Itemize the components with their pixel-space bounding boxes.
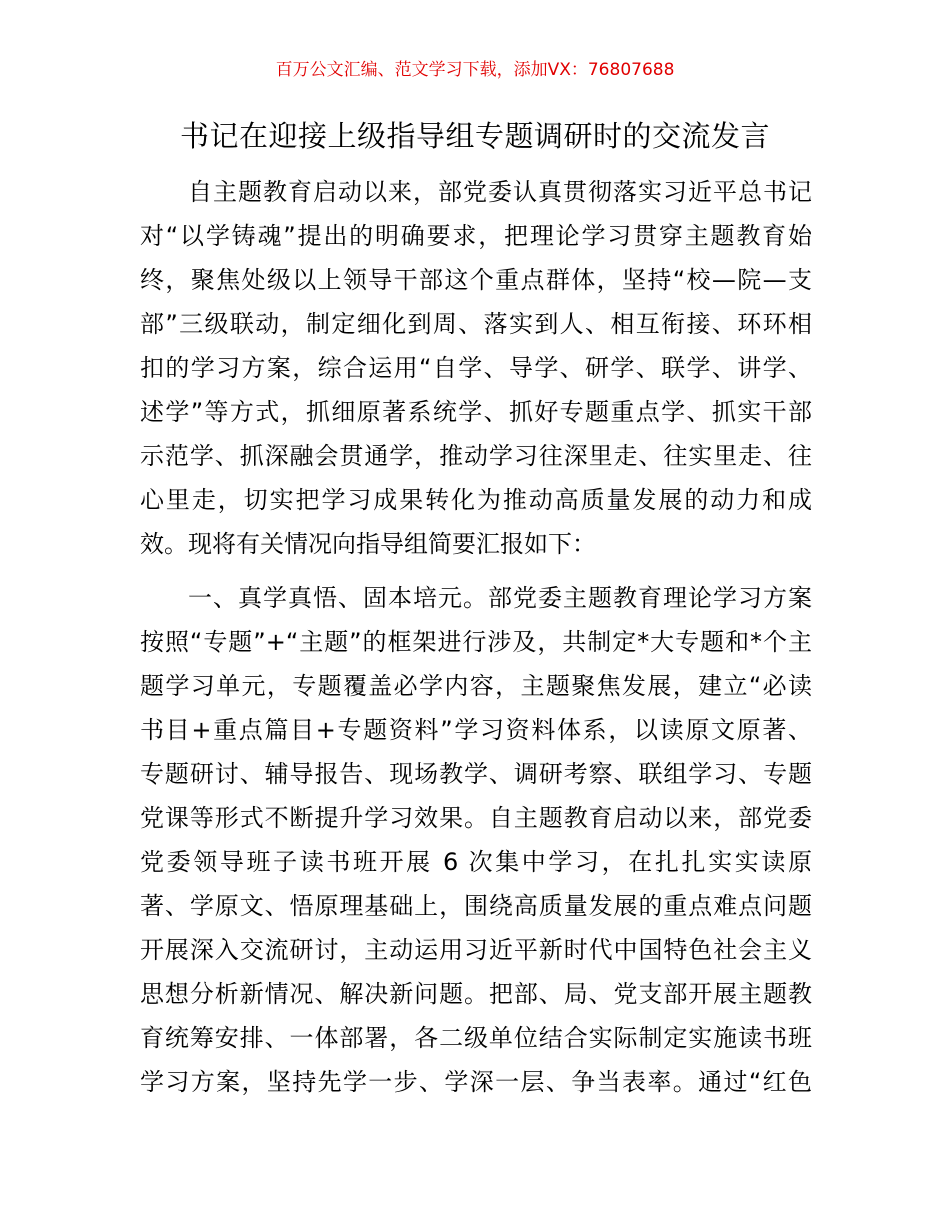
paragraph-2-line-2: 按照“专题”+“主题”的框架进行涉及，共制定*大专题和*个主 [140,628,812,656]
paragraph-1-line-1: 自主题教育启动以来，部党委认真贯彻落实习近平总书记 [188,178,812,206]
paragraph-2-line-6: 党课等形式不断提升学习效果。自主题教育启动以来，部党委 [140,804,812,832]
paragraph-1-line-9: 效。现将有关情况向指导组简要汇报如下： [140,530,596,558]
paragraph-1-line-6: 述学”等方式，抓细原著系统学、抓好专题重点学、抓实干部 [140,398,812,426]
paragraph-1-line-5: 扣的学习方案，综合运用“自学、导学、研学、联学、讲学、 [140,354,812,382]
paragraph-2-line-9: 开展深入交流研讨，主动运用习近平新时代中国特色社会主义 [140,936,812,964]
paragraph-2-line-4: 书目+重点篇目+专题资料”学习资料体系，以读原文原著、 [140,716,812,744]
paragraph-2-line-12: 学习方案，坚持先学一步、学深一层、争当表率。通过“红色 [140,1068,812,1096]
paragraph-2-line-5: 专题研讨、辅导报告、现场教学、调研考察、联组学习、专题 [140,760,812,788]
header-banner: 百万公文汇编、范文学习下载，添加VX：76807688 [275,60,675,80]
paragraph-1-line-2: 对“以学铸魂”提出的明确要求，把理论学习贯穿主题教育始 [140,222,812,250]
paragraph-2-line-10: 思想分析新情况、解决新问题。把部、局、党支部开展主题教 [140,980,812,1008]
paragraph-2-line-1: 一、真学真悟、固本培元。部党委主题教育理论学习方案 [188,584,812,612]
paragraph-2-line-8: 著、学原文、悟原理基础上，围绕高质量发展的重点难点问题 [140,892,812,920]
paragraph-1-line-4: 部”三级联动，制定细化到周、落实到人、相互衔接、环环相 [140,310,812,338]
paragraph-2-line-7: 党委领导班子读书班开展 6 次集中学习，在扎扎实实读原 [140,848,812,876]
paragraph-1-line-8: 心里走，切实把学习成果转化为推动高质量发展的动力和成 [140,486,812,514]
paragraph-1-line-7: 示范学、抓深融会贯通学，推动学习往深里走、往实里走、往 [140,442,812,470]
paragraph-1-line-3: 终，聚焦处级以上领导干部这个重点群体，坚持“校—院—支 [140,266,812,294]
paragraph-2-line-11: 育统筹安排、一体部署，各二级单位结合实际制定实施读书班 [140,1024,812,1052]
document-title: 书记在迎接上级指导组专题调研时的交流发言 [179,119,770,153]
paragraph-2-line-3: 题学习单元，专题覆盖必学内容，主题聚焦发展，建立“必读 [140,672,812,700]
